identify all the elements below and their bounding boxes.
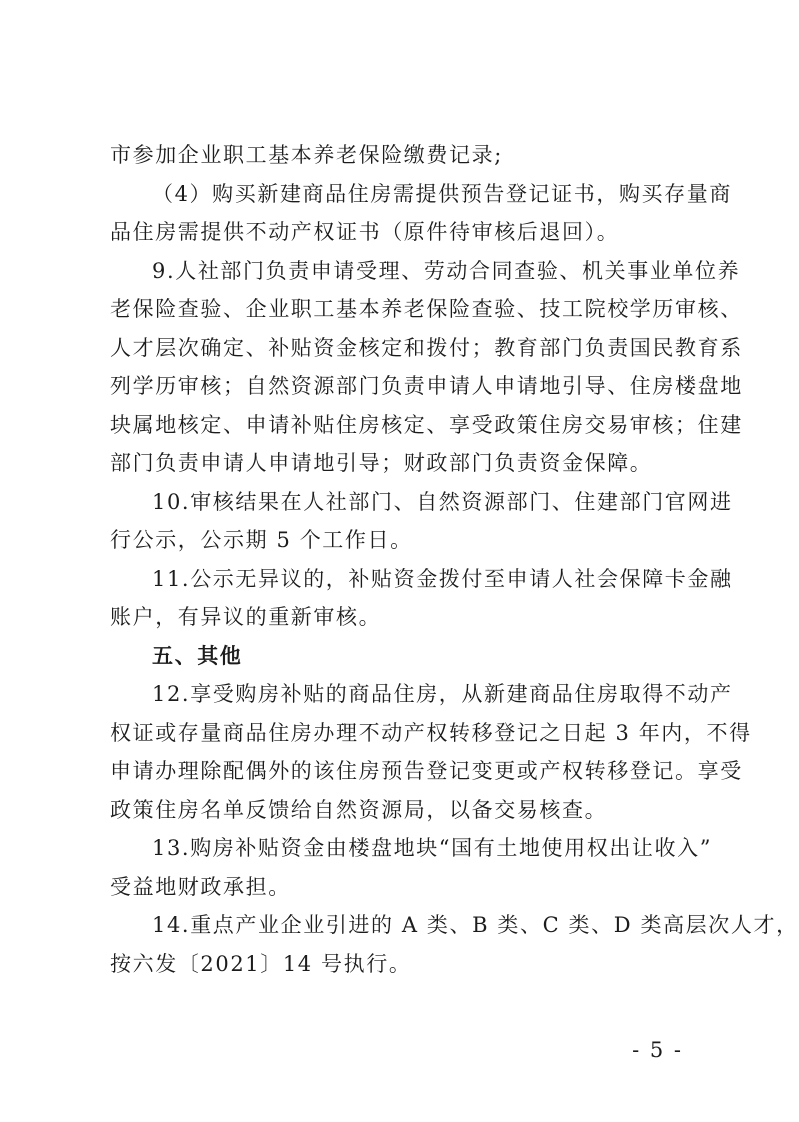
text-line: 政策住房名单反馈给自然资源局，以备交易核查。	[110, 797, 608, 822]
page-number: - 5 -	[632, 1038, 683, 1062]
text-line: 人才层次确定、补贴资金核定和拨付；教育部门负责国民教育系	[110, 335, 743, 360]
text-line: 行公示，公示期 5 个工作日。	[110, 528, 413, 552]
text-line: 部门负责申请人申请地引导；财政部门负责资金保障。	[110, 451, 653, 475]
text-line: 列学历审核；自然资源部门负责申请人申请地引导、住房楼盘地	[110, 374, 743, 398]
section-heading: 五、其他	[152, 643, 243, 668]
text-line: 13.购房补贴资金由楼盘地块“国有土地使用权出让收入”	[152, 836, 713, 860]
text-line: 14.重点产业企业引进的 A 类、B 类、C 类、D 类高层次人才，	[152, 913, 799, 937]
text-line: 受益地财政承担。	[110, 874, 291, 899]
text-line: 12.享受购房补贴的商品住房，从新建商品住房取得不动产	[152, 682, 733, 706]
document-body	[110, 136, 799, 983]
text-line: 品住房需提供不动产权证书（原件待审核后退回）。	[110, 220, 620, 244]
text-line: （4）购买新建商品住房需提供预告登记证书，购买存量商	[152, 181, 732, 206]
text-line: 块属地核定、申请补贴住房核定、享受政策住房交易审核；住建	[110, 412, 743, 437]
text-line: 权证或存量商品住房办理不动产权转移登记之日起 3 年内，不得	[110, 720, 752, 745]
text-line: 9.人社部门负责申请受理、劳动合同查验、机关事业单位养	[152, 258, 741, 283]
text-line: 10.审核结果在人社部门、自然资源部门、住建部门官网进	[152, 489, 733, 514]
text-line: 申请办理除配偶外的该住房预告登记变更或产权转移登记。享受	[110, 759, 743, 783]
text-line: 按六发〔2021〕14 号执行。	[110, 951, 412, 976]
text-line: 账户，有异议的重新审核。	[110, 605, 382, 629]
text-line: 市参加企业职工基本养老保险缴费记录;	[110, 143, 503, 167]
text-line: 老保险查验、企业职工基本养老保险查验、技工院校学历审核、	[110, 297, 743, 321]
text-line: 11.公示无异议的，补贴资金拨付至申请人社会保障卡金融	[152, 566, 733, 591]
